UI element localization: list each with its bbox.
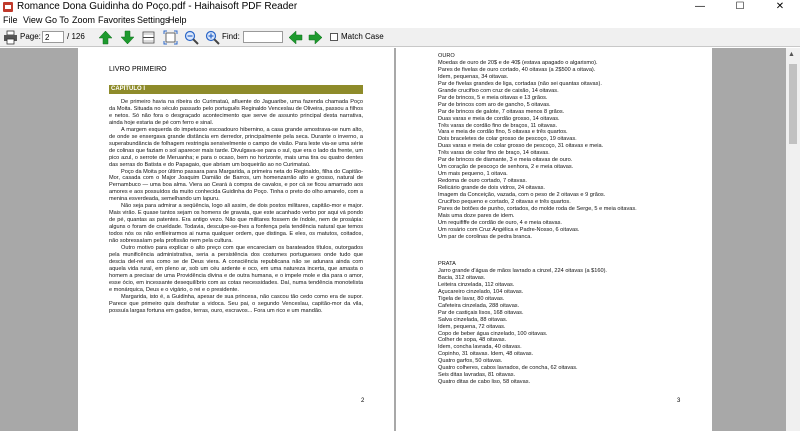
inventory-line: Três varas de colar fino de braço, 14 oitavas. (438, 150, 550, 157)
zoom-in-icon[interactable] (205, 30, 220, 45)
gold-inventory-list (438, 53, 698, 241)
find-input[interactable] (243, 31, 283, 43)
inventory-line: Quatro colheres, cabos lavrados, de concha, 62 oitavas. (438, 365, 578, 372)
silver-inventory-list (438, 261, 698, 386)
paragraph: Poço da Moita por último passara para Margarida, a primeira neta do Reginaldo, filha do Capitão-Mor, casada com o Major Joaquim Damião de Barros, um homenzarrão alto e grosso, natural de Pernambuco — uma boa alma. Viera ao Ceará à compra de cavalos, e por cá se ficou amarrado aos amores e aos possuídos da muito conhecida Guidinha do Poço. Tinha o preto do olho amarelo, com a menina esverdeada, semelhando um lapuru. (109, 168, 363, 203)
inventory-line: Seis ditas lavradas, 81 oitavas. (438, 372, 516, 379)
page-number-input[interactable] (42, 31, 64, 43)
menu-zoom[interactable]: Zoom (72, 15, 96, 25)
chapter-heading-bar: CAPÍTULO I (109, 85, 363, 94)
previous-page-up-arrow-icon[interactable] (98, 30, 113, 45)
menu-favorites[interactable]: Favorites (98, 15, 136, 25)
inventory-line: Par de castiçais lisos, 168 oitavas. (438, 309, 524, 316)
inventory-line: Jarro grande d'água de mãos lavrado a cinzel, 224 oitavas (a $160). (438, 267, 607, 274)
inventory-line: Grande crucifixo com cruz de caixão, 14 oitavas. (438, 87, 559, 94)
next-page-down-arrow-icon[interactable] (120, 30, 135, 45)
inventory-line: Um mais pequeno, 1 oitava. (438, 171, 508, 178)
vertical-scrollbar[interactable] (786, 48, 800, 431)
inventory-line: Par de brincos de galote, 7 oitavas menos 8 grãos. (438, 108, 565, 115)
match-case-label: Match Case (341, 32, 384, 41)
zoom-out-icon[interactable] (184, 30, 199, 45)
inventory-line: Dois braceletes de colar grosso de pescoço, 19 oitavas. (438, 136, 577, 143)
window-title: Romance Dona Guidinha do Poço.pdf - Haihaisoft PDF Reader (17, 1, 298, 12)
inventory-line: Idem, concha lavrada, 40 oitavas. (438, 344, 522, 351)
menu-go-to[interactable]: Go To (45, 15, 69, 25)
inventory-line: Um par de corolinas de pedra branca. (438, 233, 532, 240)
inventory-line: Um coração de pescoço de senhora, 2 e meia oitavas. (438, 164, 574, 171)
find-previous-arrow-icon[interactable] (288, 30, 303, 45)
inventory-line: Moedas de ouro de 20$ e de 40$ (estava apagado o algarismo). (438, 59, 598, 66)
inventory-line: Um rosário com Cruz Angélica e Padre-Nosso, 6 oitavas. (438, 226, 580, 233)
fit-width-icon[interactable] (141, 30, 156, 45)
menu-file[interactable]: File (3, 15, 18, 25)
inventory-line: Duas varas e meia de cordão grosso, 14 oitavas. (438, 115, 560, 122)
maximize-button[interactable]: ☐ (735, 1, 745, 12)
app-pdf-icon (3, 2, 13, 12)
paragraph: Margarida, isto é, a Guidinha, apesar de sua princesa, não cascou tão cedo como era de supor. Parece que primeiro quis desfrutar a vidoca. Seu pai, o segundo Venceslau, capitão-mor da vila, possuía largas fortuna em gados, terras, ouro, escravos... Fora um rico e um mandão. (109, 293, 363, 314)
paragraph: Outro motivo para explicar o alto preço com que encareciam os barateados títulos, outorgados pela munificência administrativa, seria a persistência dos costumes portugueses onde tudo que descia del-rei era como se de Deus viera. A consciência republicana não se adunara ainda com aquela vida rural, em pleno ar, sob um céu ardente e oco, em uma natureza incerta, que amasta o homem a precisar de uma Providência divina e de outra humana, e o impele mole e dia para o amor, esse ócio, em incessante desequilíbrio com as cotas necessidades. Daí, numa tendência monotelista e monárquica, Deus e o vigário, o rei e o presidente. (109, 245, 363, 293)
toolbar (0, 28, 800, 47)
inventory-line: Par de fivelas grandes de liga, cortadas (não sei quantas oitavas). (438, 80, 602, 87)
inventory-line: Idem, pequena, 72 oitavas. (438, 323, 506, 330)
inventory-line: Bacia, 312 oitavas. (438, 274, 486, 281)
scroll-up-arrow-icon[interactable]: ▲ (788, 51, 795, 58)
chapter-text (109, 99, 363, 315)
inventory-line: Tigela de lavar, 80 oitavas. (438, 295, 505, 302)
title-bar (0, 0, 800, 14)
menu-bar (0, 14, 800, 28)
inventory-line: Imagem da Conceição, vazada, com o peso de 2 oitavas e 9 grãos. (438, 192, 606, 199)
page-total: / 126 (67, 32, 85, 41)
inventory-line: Mais uma doze pares de idem. (438, 212, 515, 219)
menu-view[interactable]: View (23, 15, 43, 25)
inventory-line: Pares de fivelas de ouro cortado, 40 oitavas (a 2$500 a oitava). (438, 66, 596, 73)
menu-settings[interactable]: Settings (137, 15, 170, 25)
inventory-line: Duas varas e meia de colar grosso de pescoço, 31 oitavas e meia. (438, 143, 604, 150)
minimize-button[interactable]: — (695, 1, 705, 12)
inventory-line: Idem, pequenas, 34 oitavas. (438, 73, 509, 80)
pdf-page-2 (78, 48, 394, 431)
paragraph: De primeiro havia na ribeira do Curimataú, afluente do Jaguaribe, uma fazenda chamada Poço da Moita. Situada no século passado pelo português Reginaldo Venceslau de Oliveira, passou a filhos e netos. Só não fora o desgraçado acontecimento que serve de assunto principal desta narrativa, ainda hoje estaria de pé com ferro e sinal. (109, 99, 363, 126)
inventory-line: Par de brincos, 5 e meia oitavas e 13 grãos. (438, 94, 548, 101)
match-case-checkbox[interactable] (330, 33, 338, 41)
book-heading: LIVRO PRIMEIRO (109, 66, 167, 73)
inventory-line: Vara e meia de cordão fino, 5 oitavas e três quartos. (438, 129, 568, 136)
inventory-line: Pares de botões de punho, cortados, do molde roda de Serge, 5 e meia oitavas. (438, 205, 637, 212)
pdf-page-3 (396, 48, 712, 431)
inventory-line: Redoma de ouro cortado, 7 oitavas. (438, 178, 527, 185)
close-button[interactable]: ✕ (775, 1, 785, 12)
page-number: 3 (677, 398, 681, 404)
find-label: Find: (222, 32, 240, 41)
paragraph: Não seja para admirar a seqüência, logo ali assim, de dois postos militares, capitão-mor e major. Mais virão. E quase tantos sejam os homens de gravata, que este acanhado verbo por aqui vá pondo de pé, quantas as patentes. Era antigo vezo. Não que militares fossem de índole, nem de prosápia: alguns o foram de crueldade. Todavia, desculpe-se-lhes a fonfença pela tendência natural que temos todos nós os não enfileirarmos ai numa qualquer ordem, que distinga. E eles, os matutos, coitados, não sobressaíam pela profissão nem pela cultura. (109, 203, 363, 245)
fit-page-icon[interactable] (163, 30, 178, 45)
print-icon[interactable] (3, 30, 18, 45)
inventory-line: Quatro garfos, 50 oitavas. (438, 358, 503, 365)
inventory-line: Açucareiro cinzelado, 104 oitavas. (438, 288, 524, 295)
inventory-line: Colher de sopa, 48 oitavas. (438, 337, 507, 344)
inventory-line: Copo de beber água cinzelado, 100 oitavas. (438, 330, 548, 337)
document-viewport[interactable] (0, 48, 800, 431)
inventory-line: Quatro ditas de cabo liso, 58 oitavas. (438, 379, 531, 386)
inventory-line: Cafeteira cinzelada, 288 oitavas. (438, 302, 520, 309)
inventory-line: Relicário grande de dois vidros, 24 oitavas. (438, 185, 545, 192)
silver-section-title: PRATA (438, 261, 456, 267)
inventory-line: Um requififfe de cordão de ouro, 4 e meia oitavas. (438, 219, 562, 226)
page-number: 2 (361, 398, 365, 404)
paragraph: A margem esquerda do impetuoso escoadouro hibernino, a casa grande amostrava-se num alto, de onde se enxergava grande distância em derredor, principalmente pela seca. Durante o inverno, a superabundância de folhagem restringia sensivelmente o campo de visão. Para leste via-se uma série de colinas que faziam o sol aparecer mais tarde. Divulgava-se para o sul, que era o lado da frente, um pico azul, o serrote de Meruanha; e para o ocaso, bem no horizonte, mais uma tira ou quatro dentes das serras do Batista e do Papagaio, que abriam um boqueirão ao no Curimataú. (109, 126, 363, 168)
inventory-line: Três varas de cordão fino de braços, 11 oitavas. (438, 122, 558, 129)
inventory-line: Leiteira cinzelada, 112 oitavas. (438, 281, 515, 288)
menu-help[interactable]: Help (168, 15, 187, 25)
page-label: Page: (20, 32, 41, 41)
inventory-line: Par de brincos com aro de gancho, 5 oitavas. (438, 101, 551, 108)
inventory-line: Par de brincos de diamante, 3 e meia oitavas de ouro. (438, 157, 573, 164)
find-next-arrow-icon[interactable] (308, 30, 323, 45)
scrollbar-thumb[interactable] (789, 64, 797, 144)
gold-section-title: OURO (438, 53, 455, 59)
inventory-line: Crucifixo pequeno e cortado, 2 oitavas e três quartos. (438, 199, 571, 206)
inventory-line: Salva cinzelada, 88 oitavas. (438, 316, 508, 323)
inventory-line: Copinho, 31 oitavas. Idem, 48 oitavas. (438, 351, 534, 358)
